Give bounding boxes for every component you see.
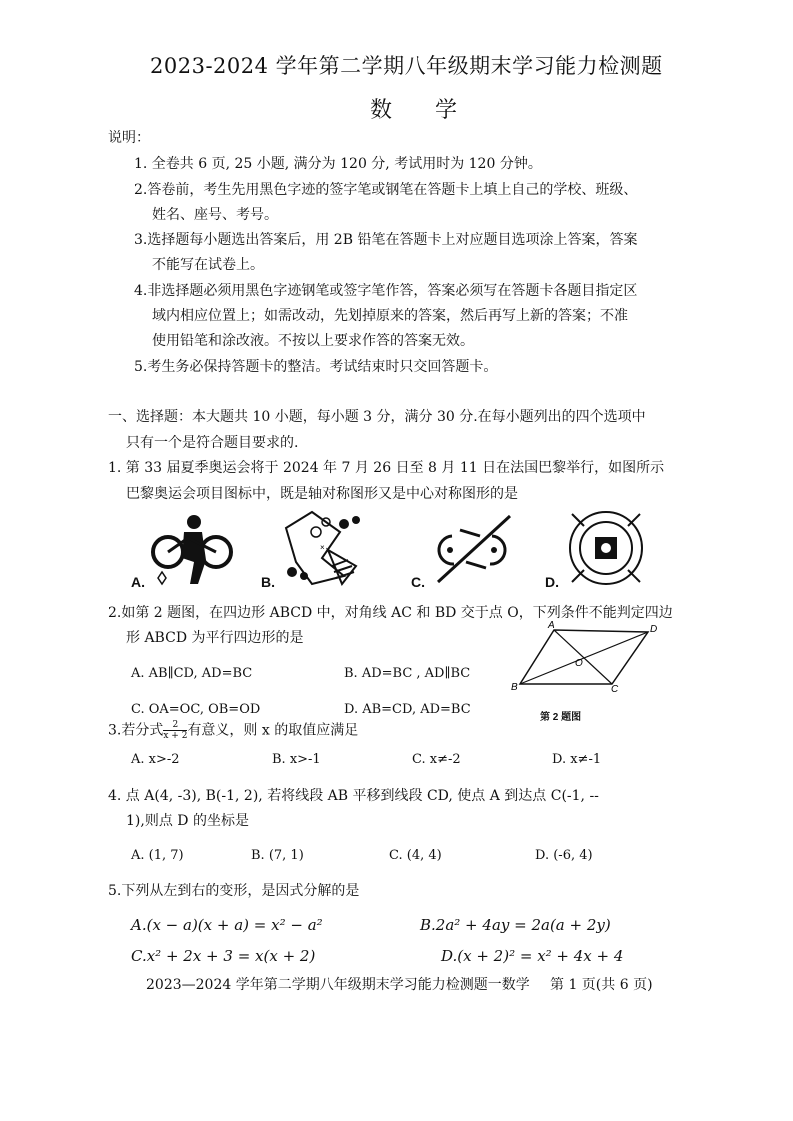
instruction-line: 不能写在试卷上。 bbox=[152, 257, 264, 273]
fraction-numerator: 2 bbox=[163, 720, 187, 731]
option-d: D. x≠-1 bbox=[552, 752, 602, 767]
option-a: A. x>-2 bbox=[131, 752, 180, 767]
question-4-text: 4. 点 A(4, -3), B(-1, 2), 若将线段 AB 平移到线段 CD, 使点 A 到达点 C(-1, -- bbox=[108, 788, 599, 804]
question-3-text bbox=[108, 720, 358, 741]
figure-caption: 第 2 题图 bbox=[540, 712, 582, 723]
option-b: B.2a² + 4ay = 2a(a + 2y) bbox=[420, 916, 611, 934]
question-1-text: 1. 第 33 届夏季奥运会将于 2024 年 7 月 26 日至 8 月 11 日在法国巴黎举行，如图所示 bbox=[108, 460, 665, 476]
svg-text:×: × bbox=[320, 543, 325, 552]
instruction-line: 使用铅笔和涂改液。不按以上要求作答的答案无效。 bbox=[152, 333, 474, 349]
option-a: A.(x − a)(x + a) = x² − a² bbox=[131, 916, 323, 934]
instruction-line: 5.考生务必保持答题卡的整洁。考试结束时只交回答题卡。 bbox=[134, 359, 498, 375]
question-1-text: 巴黎奥运会项目图标中，既是轴对称图形又是中心对称图形的是 bbox=[126, 486, 518, 502]
fraction bbox=[163, 720, 187, 741]
instruction-line: 域内相应位置上；如需改动，先划掉原来的答案，然后再写上新的答案；不准 bbox=[152, 308, 628, 324]
figure-label-c: C bbox=[611, 684, 619, 695]
option-d: D. AB=CD, AD=BC bbox=[344, 702, 471, 717]
option-b: B. (7, 1) bbox=[251, 848, 304, 863]
section-heading-cont: 只有一个是符合题目要求的. bbox=[126, 435, 299, 451]
footer-text: 2023—2024 学年第二学期八年级期末学习能力检测题一数学 bbox=[146, 977, 530, 993]
page-title: 2023-2024 学年第二学期八年级期末学习能力检测题 bbox=[150, 54, 663, 78]
option-c: C. (4, 4) bbox=[389, 848, 442, 863]
section-heading: 一、选择题：本大题共 10 小题，每小题 3 分，满分 30 分.在每小题列出的四个选项中 bbox=[108, 409, 646, 425]
question-3-prefix: 3.若分式 bbox=[108, 722, 164, 739]
instruction-line: 1. 全卷共 6 页, 25 小题, 满分为 120 分, 考试用时为 120 分钟。 bbox=[134, 156, 542, 172]
subject-title: 数 学 bbox=[370, 98, 475, 123]
option-d-label: D. bbox=[545, 574, 559, 590]
question-2-text: 形 ABCD 为平行四边形的是 bbox=[126, 630, 304, 646]
option-a: A. (1, 7) bbox=[131, 848, 184, 863]
instruction-line: 3.选择题每小题选出答案后，用 2B 铅笔在答题卡上对应题目选项涂上答案，答案 bbox=[134, 232, 638, 248]
cycling-icon bbox=[148, 510, 238, 590]
fencing-icon bbox=[430, 512, 516, 586]
option-d: D. (-6, 4) bbox=[535, 848, 593, 863]
option-b: B. AD=BC , AD∥BC bbox=[344, 666, 471, 681]
option-b-label: B. bbox=[261, 574, 275, 590]
figure-label-a: A bbox=[548, 620, 555, 631]
page-number: 第 1 页(共 6 页) bbox=[550, 977, 653, 993]
question-2-text: 2.如第 2 题图，在四边形 ABCD 中，对角线 AC 和 BD 交于点 O，下列条件不能判定四边 bbox=[108, 605, 673, 621]
breaking-icon bbox=[282, 510, 368, 586]
option-a: A. AB∥CD, AD=BC bbox=[131, 666, 253, 681]
option-b: B. x>-1 bbox=[272, 752, 321, 767]
option-d: D.(x + 2)² = x² + 4x + 4 bbox=[441, 947, 624, 965]
fraction-denominator: x + 2 bbox=[163, 731, 188, 741]
question-4-text: 1),则点 D 的坐标是 bbox=[126, 813, 249, 829]
figure-label-d: D bbox=[650, 624, 658, 635]
instruction-line: 2.答卷前，考生先用黑色字迹的签字笔或钢笔在答题卡上填上自己的学校、班级、 bbox=[134, 182, 638, 198]
option-c: C. x≠-2 bbox=[412, 752, 461, 767]
question-3-suffix: 有意义，则 x 的取值应满足 bbox=[187, 722, 359, 739]
option-a-label: A. bbox=[131, 574, 145, 590]
figure-label-b: B bbox=[511, 682, 518, 693]
instruction-line: 4.非选择题必须用黑色字迹钢笔或签字笔作答，答案必须写在答题卡各题目指定区 bbox=[134, 283, 638, 299]
shooting-icon bbox=[566, 508, 646, 588]
instruction-line: 姓名、座号、考号。 bbox=[152, 207, 278, 223]
figure-label-o: O bbox=[575, 658, 583, 669]
question-5-text: 5.下列从左到右的变形，是因式分解的是 bbox=[108, 883, 360, 899]
option-c-label: C. bbox=[411, 574, 425, 590]
option-c: C. OA=OC, OB=OD bbox=[131, 702, 261, 717]
instructions-label: 说明： bbox=[108, 130, 150, 146]
option-c: C.x² + 2x + 3 = x(x + 2) bbox=[131, 947, 316, 965]
parallelogram-figure bbox=[508, 618, 668, 698]
